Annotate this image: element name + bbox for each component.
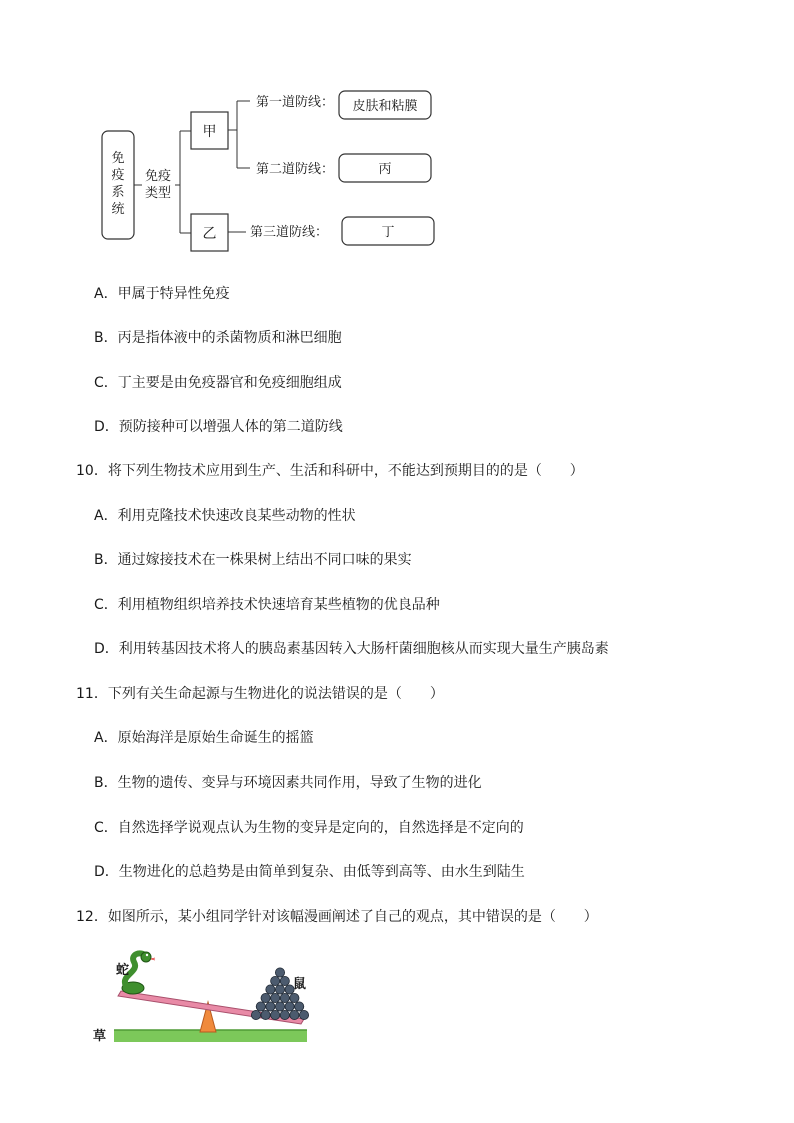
mouse-icon [266, 985, 275, 994]
q11-option-b: B．生物的遗传、变异与环境因素共同作用，导致了生物的进化 [94, 775, 482, 791]
system-char-1: 免 [111, 151, 125, 166]
q10-option-d: D．利用转基因技术将人的胰岛素基因转入大肠杆菌细胞核从而实现大量生产胰岛素 [94, 641, 609, 657]
mouse-icon [280, 976, 289, 985]
immune-type-label-1: 免疫 [144, 169, 172, 184]
node-jia: 甲 [202, 124, 217, 140]
snake-label: 蛇 [116, 963, 130, 978]
mouse-icon [266, 1002, 275, 1011]
q10-option-b: B．通过嫁接技术在一株果树上结出不同口味的果实 [94, 552, 412, 568]
mouse-icon [275, 968, 284, 977]
q12-stem: 12．如图所示，某小组同学针对该幅漫画阐述了自己的观点，其中错误的是（ ） [76, 909, 598, 925]
defense-line-2-value: 丙 [378, 162, 392, 177]
system-char-2: 疫 [111, 168, 125, 183]
q11-option-a: A．原始海洋是原始生命诞生的摇篮 [94, 730, 314, 746]
defense-line-1-value: 皮肤和粘膜 [352, 99, 418, 114]
immune-type-label-2: 类型 [144, 186, 172, 201]
mouse-icon [271, 993, 280, 1002]
mouse-icon [271, 976, 280, 985]
mouse-icon [280, 1010, 289, 1019]
mouse-icon [271, 1010, 280, 1019]
mouse-icon [299, 1010, 308, 1019]
q9-option-b: B．丙是指体液中的杀菌物质和淋巴细胞 [94, 330, 342, 346]
q10-option-c: C．利用植物组织培养技术快速培育某些植物的优良品种 [94, 597, 440, 613]
mouse-label: 鼠 [293, 977, 307, 992]
defense-line-2-label: 第二道防线： [256, 162, 335, 177]
defense-line-3-label: 第三道防线： [250, 225, 329, 240]
q10-stem: 10．将下列生物技术应用到生产、生活和科研中，不能达到预期目的的是（ ） [76, 463, 584, 479]
node-yi: 乙 [202, 226, 217, 242]
mouse-icon [261, 1010, 270, 1019]
q9-option-c: C．丁主要是由免疫器官和免疫细胞组成 [94, 375, 342, 391]
q10-option-a: A．利用克隆技术快速改良某些动物的性状 [94, 508, 356, 524]
mouse-icon [275, 1002, 284, 1011]
q9-option-a: A．甲属于特异性免疫 [94, 286, 230, 302]
mouse-icon [285, 1002, 294, 1011]
mouse-icon [295, 1002, 304, 1011]
system-char-3: 系 [111, 185, 125, 200]
mouse-icon [280, 993, 289, 1002]
grass-label: 草 [93, 1029, 107, 1044]
mouse-icon [251, 1010, 260, 1019]
mouse-icon [261, 993, 270, 1002]
defense-line-3-value: 丁 [381, 225, 395, 240]
q11-stem: 11．下列有关生命起源与生物进化的说法错误的是（ ） [76, 686, 444, 702]
mouse-icon [275, 985, 284, 994]
q11-option-d: D．生物进化的总趋势是由简单到复杂、由低等到高等、由水生到陆生 [94, 864, 525, 880]
q9-option-d: D．预防接种可以增强人体的第二道防线 [94, 419, 343, 435]
mouse-icon [290, 1010, 299, 1019]
q11-option-c: C．自然选择学说观点认为生物的变异是定向的，自然选择是不定向的 [94, 820, 524, 836]
defense-line-1-label: 第一道防线： [256, 95, 335, 110]
mouse-icon [256, 1002, 265, 1011]
system-char-4: 统 [111, 202, 125, 217]
mouse-icon [290, 993, 299, 1002]
